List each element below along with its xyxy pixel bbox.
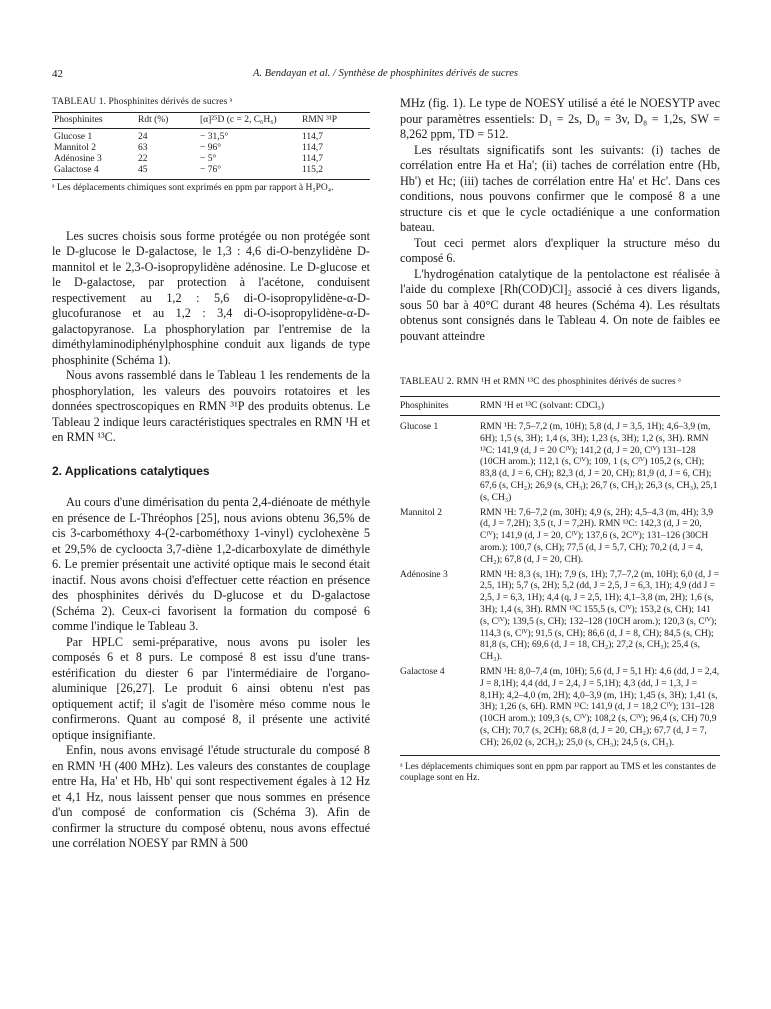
page-number: 42 (52, 68, 63, 80)
table-cell: RMN ¹H: 7,5–7,2 (m, 10H); 5,8 (d, J = 3,5, 1H); 4,6–3,9 (m, 6H); 1,5 (s, 3H); 1,4 (s, 3H); 1,23 (s, 3H); 1,2 (s, 3H). RMN ¹³C: 141,9 (d, J = 20 Cᴵⱽ); 141,2 (d, J = 20, Cᴵⱽ) 131–128 (10CH arom.); 112,1 (s, Cᴵⱽ); 109, 1 (s, Cᴵⱽ) 105,2 (s, CH); 83,8 (d, J = 6, CH); 82,3 (d, J = 20, CH); 81,9 (d, J = 6, CH); 67,6 (s, CH₂); 26,9 (s, CH₃); 26,7 (s, CH₃); 26,3 (s, CH₃), 25,1 (s, CH₃) (480, 422, 718, 503)
table-row (400, 570, 720, 664)
table-cell: Mannitol 2 (54, 143, 96, 153)
table-cell: Galactose 4 (54, 165, 99, 175)
table-row (52, 165, 370, 180)
table-cell: 24 (138, 132, 148, 142)
section-title: 2. Applications catalytiques (52, 463, 210, 478)
table-cell: − 31,5° (200, 132, 229, 142)
table-row (52, 143, 370, 154)
paragraph: MHz (fig. 1). Le type de NOESY utilisé a été le NOESYTP avec pour paramètres essentiels: D₁ = 2s, D₀ = 3v, D₈ = 1,2s, SW = 8,262 ppm, TD = 512. (400, 96, 720, 141)
paragraph: Les résultats significatifs sont les suivants: (i) taches de corrélation entre Ha et Ha'; (ii) taches de corrélation entre (Hb, Hb') et Hc; (iii) taches de corrélation entre Ha' et Hc'. Dans ces conditions, nous pouvons confirmer que le composé 8 a une structure cis et que le cycle octadiénique a une conformation bateau. (400, 142, 720, 234)
paragraph: Nous avons rassemblé dans le Tableau 1 les rendements de la phosphorylation, les valeurs des pouvoirs rotatoires et les données spectroscopiques en RMN ³¹P des produits obtenus. Le Tableau 2 indique leurs caractéristiques spectrales en RMN ¹H et en RMN ¹³C. (52, 368, 370, 444)
table1 (52, 112, 370, 180)
paragraph: Tout ceci permet alors d'expliquer la structure méso du composé 6. (400, 235, 720, 265)
table-cell: − 76° (200, 165, 222, 175)
table-cell: RMN ¹H: 8,0–7,4 (m, 10H); 5,6 (d, J = 5,1 H): 4,6 (dd, J = 2,4, J = 8,1H); 4,4 (dd, J = 2,4, J = 5,1H); 4,3 (dd, J = 1,3, J = 8,1H); 4,2–4,0 (m, 2H); 4,0–3,9 (m, 1H); 1,45 (s, 3H); 1,41 (s, 3H); 1,26 (s, 6H). RMN ¹³C: 141,9 (d, J = 18,2 Cᴵⱽ); 131–128 (10CH arom.); 109,3 (s, Cᴵⱽ); 108,2 (s, Cᴵⱽ); 96,4 (s, CH) 70,9 (s, CH); 70,7 (s, 2CH); 68,8 (d, J = 20, CH₂); 67,7 (d, J = 7, CH); 26,02 (s, 2CH₃); 25,0 (s, CH₃); 24,5 (s, CH₃). (480, 666, 720, 748)
paragraph: Les sucres choisis sous forme protégée ou non protégée sont le D-glucose le D-galactose, le 1,3 : 4,6 di-O-benzylidène D-mannitol et le 2,3-O-isopropylidène adénosine. Le D-glucose et le D-galactose, par protection à l'acétone, conduisent respectivement au 1,2 : 5,6 di-O-isopropylidène-α-D-glucofuranose et au 1,2 : 3,4 di-O-isopropylidène-α-D-galactopyranose. La phosphorylation par l'entremise de la diméthylaminodiphénylphosphine conduit aux ligands de type phosphinite (Schéma 1). (52, 228, 370, 367)
table-cell: Glucose 1 (54, 132, 93, 142)
paragraph: Par HPLC semi-préparative, nous avons pu isoler les composés 6 et 8 purs. Le composé 8 est issu d'une trans-estérification du diester 6 par l'intermédiaire de l'organo-aluminique [26,27]. Le produit 6 ainsi obtenu n'est pas optiquement actif; il s'agit de l'isomère méso comme nous le confirmerons. Quant au composé 8, il présente une activité optique insignifiante. (52, 634, 370, 742)
table-row (52, 129, 370, 144)
table-cell: RMN ¹H: 8,3 (s, 1H); 7,9 (s, 1H); 7,7–7,2 (m, 10H); 6,0 (d, J = 2,5, 1H); 5,7 (s, 2H); 5,2 (dd, J = 2,5, J = 6,3, 1H); 4,9 (dd J = 2,5, J = 6,3, 1H); 4,4 (q, J = 2,5, 1H); 4,1–3,8 (m, 2H); 1,6 (s, 3H); 1,4 (s, 3H). RMN ¹³C 155,5 (s, Cᴵⱽ); 153,2 (s, CH); 141 (s, Cᴵⱽ); 139,5 (s, CH); 132–128 (10CH arom.); 120,3 (s, Cᴵⱽ); 114,3 (s, Cᴵⱽ); 91,5 (s, CH); 86,6 (d, J = 8, CH); 84,5 (s, CH); 81,8 (s, CH); 69,6 (d, J = 18, CH₂); 27,2 (s, CH₃); 25,4 (s, CH₃). (480, 569, 720, 663)
table-cell: RMN ¹H: 7,6–7,2 (m, 30H); 4,9 (s, 2H); 4,5–4,3 (m, 4H); 3,9 (d, J = 7,2H); 3,5 (t, J = 7,2H). RMN ¹³C: 142,3 (d, J = 20, Cᴵⱽ); 141,9 (d, J = 20, Cᴵⱽ); 137,6 (s, 2Cᴵⱽ); 131–126 (30CH arom.); 100,7 (s, CH); 77,5 (d, J = 5,7, CH); 70,2 (d, J = 4, CH₂); 67,8 (d, J = 20, CH). (480, 507, 713, 565)
table1-header: RMN ³¹P (302, 115, 337, 125)
table2-caption: TABLEAU 2. RMN ¹H et RMN ¹³C des phosphinites dérivés de sucres ᵃ (400, 377, 682, 387)
table1-footnote: ᵃ Les déplacements chimiques sont exprimés en ppm par rapport à H₃PO₄. (52, 183, 334, 193)
table-cell: − 96° (200, 143, 222, 153)
table2 (400, 376, 720, 785)
table2-footnote: ᵃ Les déplacements chimiques sont en ppm par rapport au TMS et les constantes de couplage sont en Hz. (400, 761, 716, 784)
table-row (52, 154, 370, 165)
table-cell: − 5° (200, 154, 217, 164)
table-cell: Adénosine 3 (54, 154, 102, 164)
table2-header: RMN ¹H et ¹³C (solvant: CDCl₃) (480, 401, 605, 411)
table2-header-row (400, 396, 720, 416)
table2-bottom-rule (400, 750, 720, 756)
left-column (52, 96, 370, 852)
table-cell: 114,7 (302, 154, 324, 164)
table-cell: Adénosine 3 (400, 569, 448, 580)
table-cell: Mannitol 2 (400, 507, 442, 518)
left-body (52, 229, 370, 852)
table1-header: Rdt (%) (138, 115, 169, 125)
table1-header: Phosphinites (54, 115, 103, 125)
table1-header-row (52, 113, 370, 129)
right-column (400, 96, 720, 785)
right-body (400, 96, 720, 344)
table-cell: Galactose 4 (400, 666, 445, 677)
table1-header: [α]²⁵D (c = 2, C₆H₆) (200, 115, 277, 125)
paragraph: Enfin, nous avons envisagé l'étude structurale du composé 8 en RMN ¹H (400 MHz). Les valeurs des constantes de couplage entre Ha, Ha' et Hb, Hb' qui sont respectivement égales à 12 Hz et 4,1 Hz, nous laissent penser que nous sommes en présence d'un composé de conformation cis (Schéma 3). Afin de confirmer la structure du composé obtenu, nous avons effectué une corrélation NOESY par RMN à 500 (52, 743, 370, 850)
table-cell: 45 (138, 165, 148, 175)
table1-caption: TABLEAU 1. Phosphinites dérivés de sucres ᵃ (52, 97, 233, 107)
table2-header: Phosphinites (400, 401, 449, 411)
table-row (400, 508, 720, 567)
table-row (400, 667, 720, 750)
table-cell: 115,2 (302, 165, 324, 175)
running-title: A. Bendayan et al. / Synthèse de phosphinites dérivés de sucres (253, 68, 518, 79)
table2-body (400, 416, 720, 750)
paragraph: L'hydrogénation catalytique de la pentolactone est réalisée à l'aide du complexe [Rh(COD)Cl]₂ associé à ces divers ligands, sous 50 bar à 40°C durant 48 heures (Schéma 4). Les résultats obtenus sont consignés dans le Tableau 4. On note de faibles ee pouvant atteindre (400, 266, 720, 343)
paragraph: Au cours d'une dimérisation du penta 2,4-diénoate de méthyle en présence de L-Thréophos [25], nous avions obtenu 36,5% de cis 3-carbométhoxy 4-(2-carbométhoxy 1-vinyl) cyclohexène 5 et 29,5% de cycloocta 3,7-diène 1,2-dicarboxylate de diméthyle 6. Le premier présentait une activité optique mais le second était inactif. Nous avons choisi d'effectuer cette réaction en présence des phosphinites dérivés du D-glucose et du D-galactose (Schéma 2). Ceux-ci favorisent la formation du composé 6 comme l'indique le Tableau 3. (52, 495, 370, 633)
table-cell: 63 (138, 143, 148, 153)
table-cell: 114,7 (302, 132, 324, 142)
table-cell: 114,7 (302, 143, 324, 153)
table-cell: Glucose 1 (400, 422, 439, 432)
table-row (400, 422, 720, 505)
table-cell: 22 (138, 154, 148, 164)
